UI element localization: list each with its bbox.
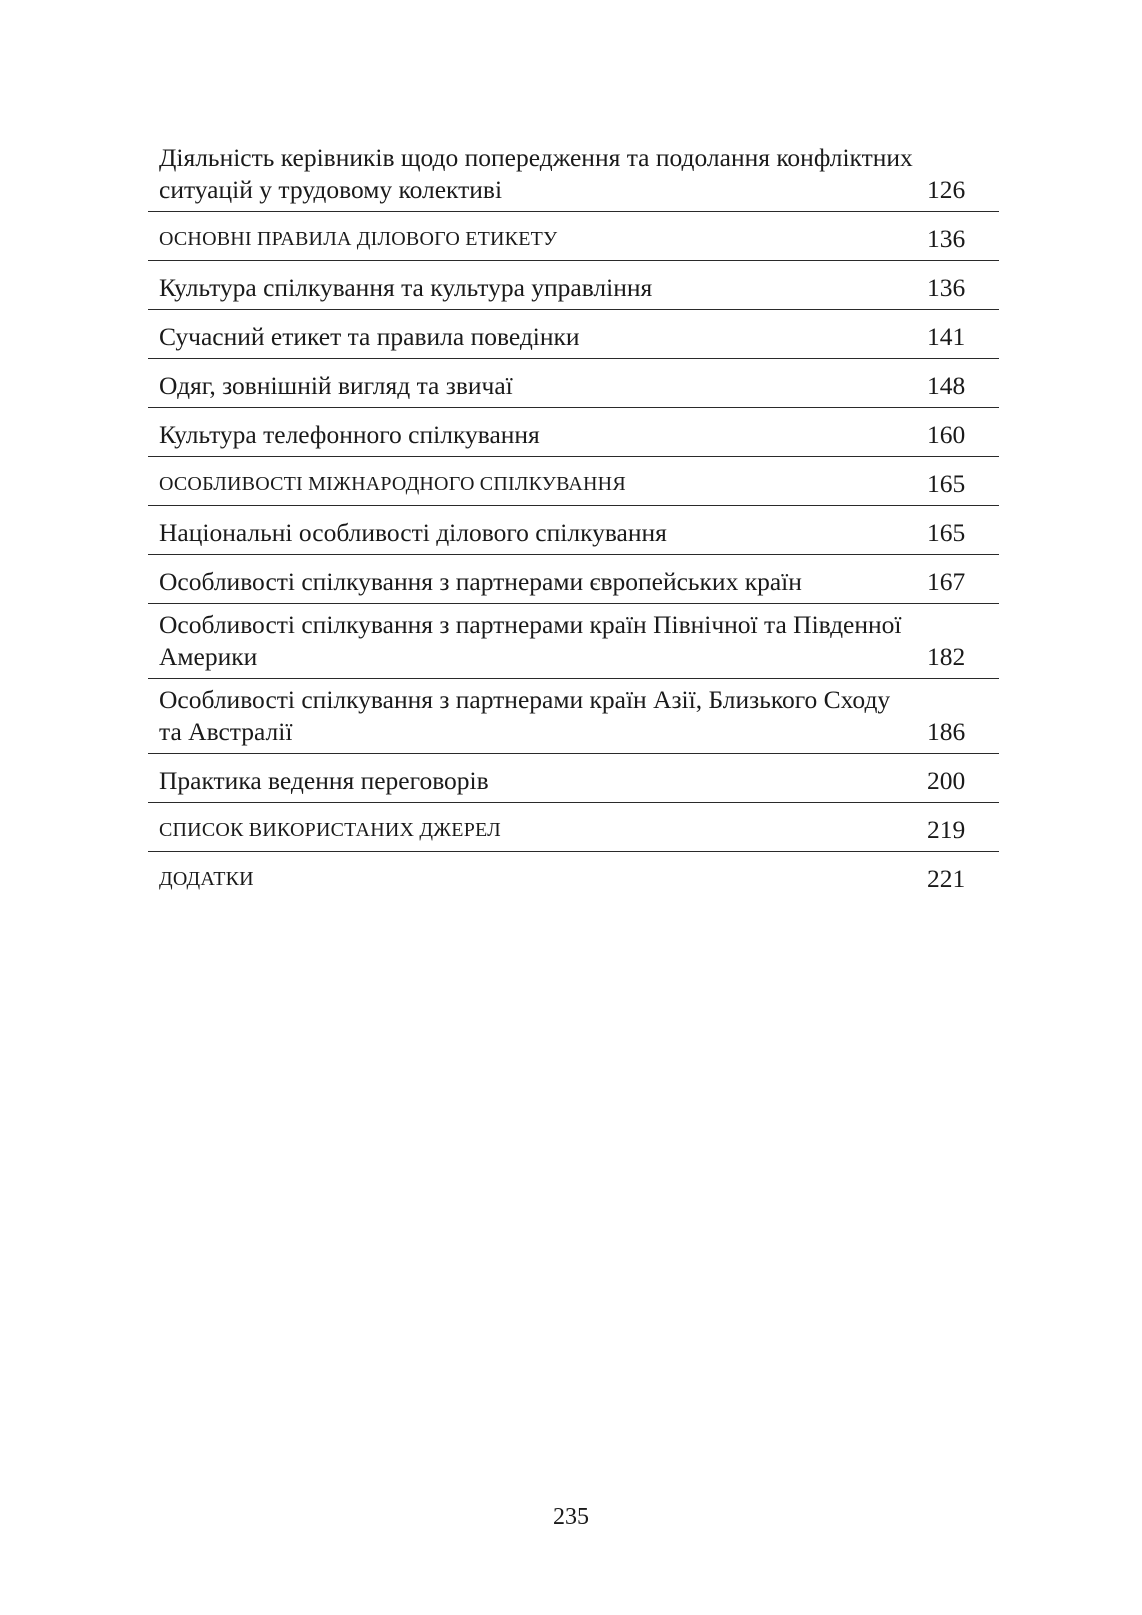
toc-entry[interactable] <box>148 359 999 408</box>
toc-entry-title: Особливості спілкування з партнерами європейських країн <box>148 555 927 604</box>
toc-entry-title: Національні особливості ділового спілкування <box>148 506 927 555</box>
toc-entry[interactable] <box>148 803 999 852</box>
toc-entry-page: 200 <box>927 754 999 803</box>
table-of-contents <box>148 142 999 900</box>
toc-entry-title: Одяг, зовнішній вигляд та звичаї <box>148 359 927 408</box>
toc-entry[interactable] <box>148 142 999 212</box>
toc-entry-title: Культура телефонного спілкування <box>148 408 927 457</box>
toc-entry[interactable] <box>148 212 999 261</box>
toc-entry[interactable] <box>148 852 999 901</box>
toc-entry-page: 167 <box>927 555 999 604</box>
toc-entry[interactable] <box>148 679 999 754</box>
toc-entry-page: 160 <box>927 408 999 457</box>
toc-entry-title: Особливості спілкування з партнерами країн Північної та Південної Америки <box>148 604 927 679</box>
toc-entry[interactable] <box>148 506 999 555</box>
toc-entry-title: ДОДАТКИ <box>159 868 254 890</box>
toc-entry-title: Культура спілкування та культура управління <box>148 261 927 310</box>
toc-entry[interactable] <box>148 408 999 457</box>
toc-entry-page: 165 <box>927 506 999 555</box>
toc-entry[interactable] <box>148 310 999 359</box>
toc-entry-page: 165 <box>927 457 999 506</box>
toc-entry-title: Особливості спілкування з партнерами країн Азії, Близького Сходу та Австралії <box>148 679 927 754</box>
toc-entry-title: ОСНОВНІ ПРАВИЛА ДІЛОВОГО ЕТИКЕТУ <box>148 212 927 261</box>
toc-entry-page: 141 <box>927 310 999 359</box>
toc-entry-page: 221 <box>927 864 966 893</box>
toc-entry-title: ОСОБЛИВОСТІ МІЖНАРОДНОГО СПІЛКУВАННЯ <box>148 457 927 506</box>
toc-entry-page: 136 <box>927 212 999 261</box>
toc-entry[interactable] <box>148 457 999 506</box>
toc-entry-page: 219 <box>927 803 999 852</box>
toc-entry[interactable] <box>148 261 999 310</box>
toc-entry-page: 126 <box>927 142 999 212</box>
toc-entry-page: 148 <box>927 359 999 408</box>
toc-entry-title: СПИСОК ВИКОРИСТАНИХ ДЖЕРЕЛ <box>148 803 927 852</box>
toc-entry[interactable] <box>148 604 999 679</box>
toc-entry-title: Практика ведення переговорів <box>148 754 927 803</box>
toc-entry-title: Сучасний етикет та правила поведінки <box>148 310 927 359</box>
toc-entry-page: 186 <box>927 679 999 754</box>
toc-entry-page: 136 <box>927 261 999 310</box>
page-number: 235 <box>553 1504 589 1530</box>
toc-entry[interactable] <box>148 555 999 604</box>
toc-entry-title: Діяльність керівників щодо попередження та подолання конфліктних ситуацій у трудовому колективі <box>148 142 927 212</box>
toc-entry-page: 182 <box>927 604 999 679</box>
toc-entry[interactable] <box>148 754 999 803</box>
